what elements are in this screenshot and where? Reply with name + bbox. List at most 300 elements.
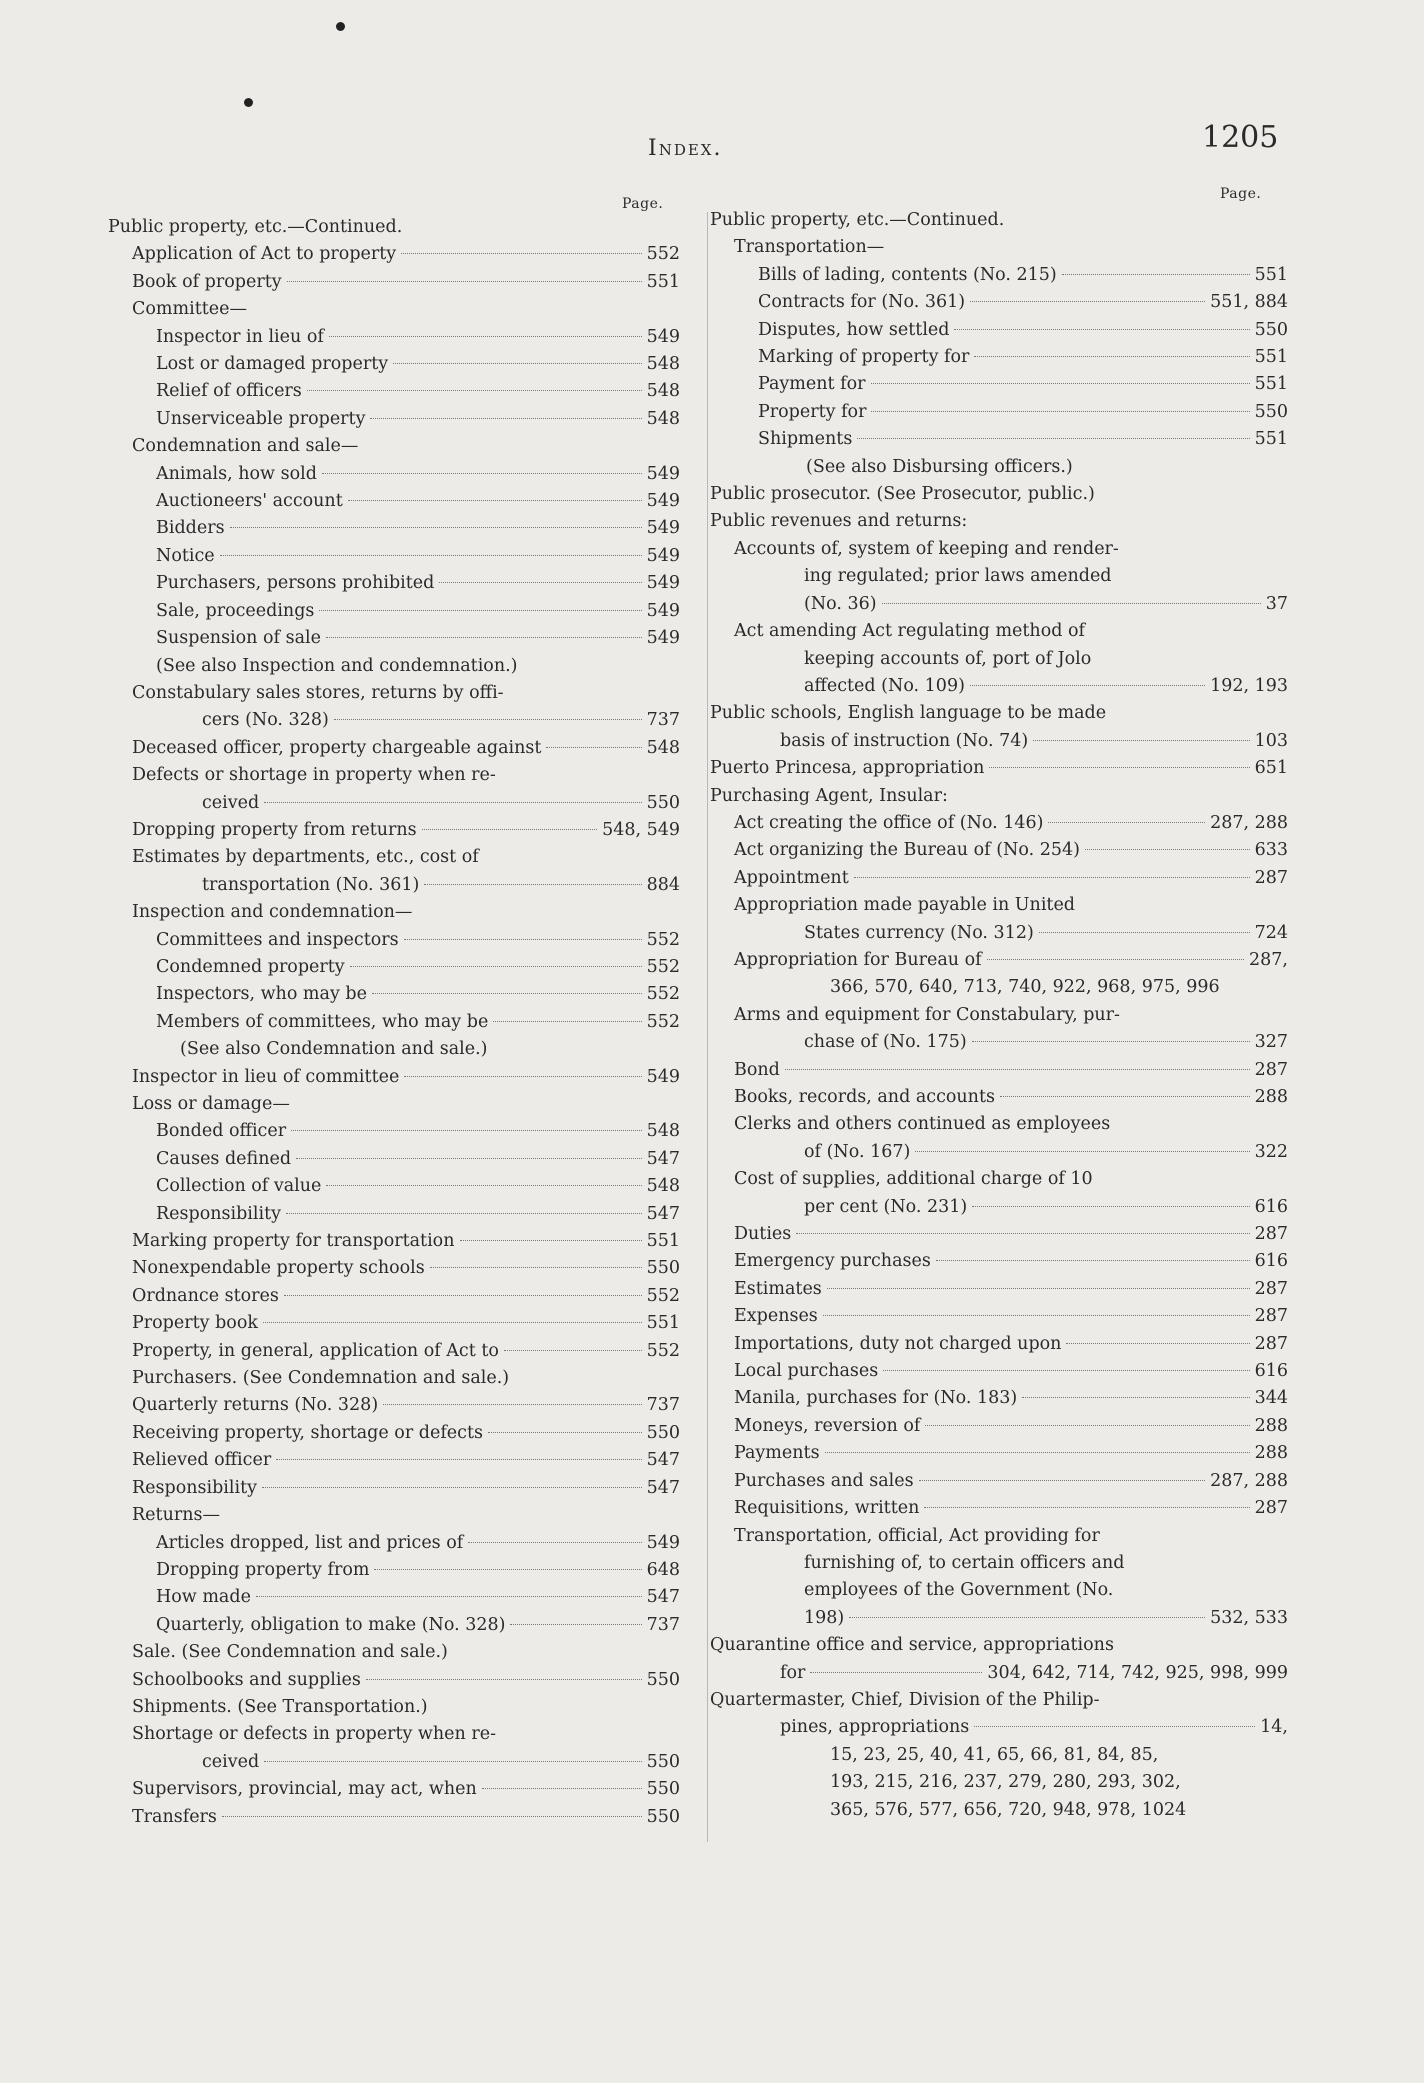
dot-leader xyxy=(372,993,642,994)
entry-page: 322 xyxy=(1254,1141,1288,1162)
entry-text: ceived xyxy=(202,1751,260,1772)
dot-leader xyxy=(468,1542,641,1543)
dot-leader xyxy=(849,1617,1205,1618)
entry-text: Quarterly, obligation to make (No. 328) xyxy=(156,1614,506,1635)
entry-text: Inspector in lieu of xyxy=(156,326,324,347)
index-entry xyxy=(710,1221,1288,1248)
entry-row xyxy=(734,1276,1288,1303)
entry-row xyxy=(734,1605,1288,1632)
index-entry xyxy=(710,317,1288,344)
entry-row xyxy=(132,872,680,899)
entry-row xyxy=(132,241,680,268)
entry-page: 724 xyxy=(1254,922,1288,943)
entry-row xyxy=(132,1310,680,1337)
entry-text: How made xyxy=(156,1587,251,1608)
entry-page: 737 xyxy=(646,1395,680,1416)
entry-row xyxy=(156,981,680,1008)
entry-page: 552 xyxy=(646,1011,680,1032)
entry-page: 648 xyxy=(646,1559,680,1580)
index-heading xyxy=(108,433,680,460)
index-entry xyxy=(108,543,680,570)
index-entry xyxy=(108,625,680,652)
entry-page: 552 xyxy=(646,1340,680,1361)
index-heading xyxy=(710,234,1288,261)
entry-row xyxy=(710,755,1288,782)
index-entry xyxy=(108,1201,680,1228)
dot-leader xyxy=(262,1487,642,1488)
entry-page: 549 xyxy=(646,545,680,566)
entry-text: Duties xyxy=(734,1224,792,1245)
index-entry xyxy=(710,371,1288,398)
entry-row xyxy=(758,262,1288,289)
entry-row xyxy=(156,406,680,433)
entry-text: Schoolbooks and supplies xyxy=(132,1669,361,1690)
entry-page: 549 xyxy=(646,1066,680,1087)
entry-page: 616 xyxy=(1254,1196,1288,1217)
entry-text: Bidders xyxy=(156,518,225,539)
heading-text: Transportation— xyxy=(734,237,885,258)
dot-leader xyxy=(954,329,1249,330)
index-entry xyxy=(710,1413,1288,1440)
entry-text: Moneys, reversion of xyxy=(734,1415,921,1436)
index-entry xyxy=(108,598,680,625)
entry-page: 552 xyxy=(646,1285,680,1306)
entry-page: 550 xyxy=(646,1422,680,1443)
entry-text: Marking property for transportation xyxy=(132,1231,455,1252)
entry-text: Transfers xyxy=(132,1806,217,1827)
entry-row xyxy=(156,1612,680,1639)
index-entry xyxy=(710,1523,1288,1633)
entry-row xyxy=(132,1804,680,1831)
entry-row xyxy=(156,954,680,981)
dot-leader xyxy=(854,877,1250,878)
entry-page: 547 xyxy=(646,1450,680,1471)
entry-text: Estimates xyxy=(734,1278,822,1299)
heading-text: Inspection and condemnation— xyxy=(132,902,413,923)
entry-page: 532, 533 xyxy=(1210,1607,1288,1628)
index-heading xyxy=(108,653,680,680)
entry-row xyxy=(132,1228,680,1255)
entry-text: for xyxy=(780,1662,806,1683)
entry-row xyxy=(710,1660,1288,1687)
index-heading xyxy=(108,899,680,926)
index-entry xyxy=(710,1687,1288,1742)
index-entry xyxy=(710,1084,1288,1111)
entry-row xyxy=(132,1338,680,1365)
entry-page: 737 xyxy=(646,1614,680,1635)
entry-text: Bond xyxy=(734,1059,780,1080)
entry-page: 549 xyxy=(646,326,680,347)
entry-text: affected (No. 109) xyxy=(804,675,965,696)
dot-leader xyxy=(510,1624,641,1625)
entry-text: Local purchases xyxy=(734,1361,879,1382)
dot-leader xyxy=(488,1432,642,1433)
entry-row xyxy=(132,1392,680,1419)
dot-leader xyxy=(1062,274,1250,275)
entry-text: Articles dropped, list and prices of xyxy=(156,1532,464,1553)
entry-row xyxy=(156,1557,680,1584)
entry-text-line: Appropriation made payable in United xyxy=(734,895,1076,916)
dot-leader xyxy=(546,747,641,748)
entry-row xyxy=(734,1495,1288,1522)
dot-leader xyxy=(1085,849,1250,850)
entry-row xyxy=(758,289,1288,316)
index-entry xyxy=(710,1166,1288,1221)
dot-leader xyxy=(220,555,642,556)
dot-leader xyxy=(919,1480,1205,1481)
entry-page: 550 xyxy=(1254,319,1288,340)
entry-row xyxy=(156,1009,680,1036)
entry-page: 14, xyxy=(1260,1717,1288,1738)
index-entry xyxy=(108,351,680,378)
entry-page: 548 xyxy=(646,408,680,429)
entry-text: Marking of property for xyxy=(758,347,970,368)
entry-text: Auctioneers' account xyxy=(156,491,343,512)
entry-text: Lost or damaged property xyxy=(156,354,389,375)
index-entry xyxy=(108,1173,680,1200)
index-entry xyxy=(108,1667,680,1694)
dot-leader xyxy=(393,363,641,364)
entry-row xyxy=(156,1201,680,1228)
heading-text: Committee— xyxy=(132,299,247,320)
column-divider xyxy=(707,212,708,1842)
entry-row xyxy=(132,817,680,844)
dot-leader xyxy=(924,1507,1249,1508)
index-entry xyxy=(108,981,680,1008)
index-entry xyxy=(108,1584,680,1611)
index-entry xyxy=(710,1057,1288,1084)
index-entry xyxy=(108,817,680,844)
index-entry xyxy=(710,1331,1288,1358)
dot-leader xyxy=(972,1206,1249,1207)
index-entry xyxy=(710,700,1288,755)
index-entry xyxy=(108,269,680,296)
entry-text: Dropping property from returns xyxy=(132,819,417,840)
entry-text-line: Act amending Act regulating method of xyxy=(734,621,1086,642)
entry-row xyxy=(132,790,680,817)
entry-row xyxy=(132,1447,680,1474)
dot-leader xyxy=(970,685,1205,686)
entry-text-line: keeping accounts of, port of Jolo xyxy=(804,648,1092,669)
entry-page: 552 xyxy=(646,244,680,265)
index-heading xyxy=(108,1091,680,1118)
entry-text: Committees and inspectors xyxy=(156,929,399,950)
index-entry xyxy=(710,1468,1288,1495)
entry-text: Contracts for (No. 361) xyxy=(758,292,966,313)
entry-text: transportation (No. 361) xyxy=(202,874,420,895)
entry-text: per cent (No. 231) xyxy=(804,1196,968,1217)
dot-leader xyxy=(1033,740,1249,741)
dot-leader xyxy=(264,1761,641,1762)
index-entry xyxy=(108,378,680,405)
entry-text: (No. 36) xyxy=(804,593,877,614)
entry-row xyxy=(132,735,680,762)
dot-leader xyxy=(827,1288,1250,1289)
entry-row xyxy=(156,488,680,515)
entry-row xyxy=(734,1194,1288,1221)
index-entry xyxy=(108,954,680,981)
entry-page: 547 xyxy=(646,1587,680,1608)
entry-row xyxy=(132,707,680,734)
right-column-page-label: Page. xyxy=(1220,186,1262,202)
dot-leader xyxy=(319,610,641,611)
entry-text: Animals, how sold xyxy=(156,463,317,484)
entry-text: Receiving property, shortage or defects xyxy=(132,1422,483,1443)
entry-text: Deceased officer, property chargeable against xyxy=(132,737,542,758)
entry-row xyxy=(156,927,680,954)
dot-leader xyxy=(374,1569,641,1570)
index-entry xyxy=(108,1721,680,1776)
entry-text: Collection of value xyxy=(156,1176,322,1197)
dot-leader xyxy=(287,281,642,282)
entry-row xyxy=(734,591,1288,618)
dot-leader xyxy=(972,1041,1250,1042)
dot-leader xyxy=(1022,1397,1249,1398)
index-entry xyxy=(108,1310,680,1337)
entry-page: 549 xyxy=(646,491,680,512)
entry-text-line: Cost of supplies, additional charge of 10 xyxy=(734,1169,1093,1190)
entry-page: 287 xyxy=(1254,1306,1288,1327)
index-entry xyxy=(108,461,680,488)
entry-row xyxy=(734,1248,1288,1275)
entry-text: ceived xyxy=(202,792,260,813)
entry-page: 651 xyxy=(1254,758,1288,779)
entry-text: Appropriation for Bureau of xyxy=(734,949,982,970)
entry-page: 550 xyxy=(646,1751,680,1772)
entry-text: Purchasers, persons prohibited xyxy=(156,573,435,594)
entry-text: chase of (No. 175) xyxy=(804,1032,967,1053)
entry-row xyxy=(758,317,1288,344)
index-entry xyxy=(108,570,680,597)
dot-leader xyxy=(1039,932,1250,933)
dot-leader xyxy=(401,253,641,254)
entry-text: States currency (No. 312) xyxy=(804,922,1034,943)
entry-text: Puerto Princesa, appropriation xyxy=(710,758,985,779)
entry-text: Importations, duty not charged upon xyxy=(734,1333,1062,1354)
dot-leader xyxy=(504,1350,642,1351)
index-entry xyxy=(108,1146,680,1173)
entry-text: Suspension of sale xyxy=(156,628,321,649)
entry-page: 344 xyxy=(1254,1388,1288,1409)
entry-text: Requisitions, written xyxy=(734,1498,920,1519)
dot-leader xyxy=(1048,822,1205,823)
index-entry xyxy=(108,1255,680,1282)
heading-text: Sale. (See Condemnation and sale.) xyxy=(132,1642,448,1663)
index-heading xyxy=(710,207,1288,234)
entry-page: 548 xyxy=(646,1176,680,1197)
entry-page: 737 xyxy=(646,710,680,731)
index-entry xyxy=(108,1118,680,1145)
dot-leader xyxy=(422,829,597,830)
entry-page: 552 xyxy=(646,929,680,950)
dot-leader xyxy=(222,1816,642,1817)
dot-leader xyxy=(825,1452,1250,1453)
index-entry xyxy=(710,1632,1288,1687)
entry-page: 548 xyxy=(646,381,680,402)
heading-text: Public property, etc.—Continued. xyxy=(710,210,1005,230)
entry-row xyxy=(734,1057,1288,1084)
index-entry xyxy=(108,927,680,954)
index-entry xyxy=(710,1111,1288,1166)
entry-row xyxy=(758,371,1288,398)
entry-row xyxy=(156,378,680,405)
entry-text: Manila, purchases for (No. 183) xyxy=(734,1388,1018,1409)
index-entry xyxy=(108,844,680,899)
dot-leader xyxy=(936,1260,1250,1261)
entry-row xyxy=(132,1255,680,1282)
entry-page: 287, xyxy=(1249,949,1288,970)
dot-leader xyxy=(322,473,642,474)
entry-text-line: Constabulary sales stores, returns by offi- xyxy=(132,682,504,703)
dot-leader xyxy=(493,1021,641,1022)
entry-page: 550 xyxy=(646,792,680,813)
index-entry xyxy=(108,762,680,817)
entry-page: 551 xyxy=(646,1231,680,1252)
entry-row xyxy=(156,461,680,488)
entry-row xyxy=(734,837,1288,864)
index-entry xyxy=(108,515,680,542)
entry-text: pines, appropriations xyxy=(780,1717,970,1738)
entry-row xyxy=(156,570,680,597)
entry-row xyxy=(734,810,1288,837)
index-entry xyxy=(108,1338,680,1365)
entry-page: 549 xyxy=(646,628,680,649)
index-entry xyxy=(710,426,1288,453)
entry-text: Inspector in lieu of committee xyxy=(132,1066,400,1087)
entry-text: Relieved officer xyxy=(132,1450,272,1471)
entry-page: 550 xyxy=(646,1258,680,1279)
entry-page: 551 xyxy=(1254,264,1288,285)
entry-page: 304, 642, 714, 742, 925, 998, 999 xyxy=(987,1662,1288,1683)
left-column-page-label: Page. xyxy=(622,196,664,212)
index-entry xyxy=(710,1303,1288,1330)
entry-page: 633 xyxy=(1254,840,1288,861)
dot-leader xyxy=(256,1596,642,1597)
page-list-continuation: 366, 570, 640, 713, 740, 922, 968, 975, 996 xyxy=(830,977,1220,998)
dot-leader xyxy=(286,1213,642,1214)
entry-row xyxy=(734,865,1288,892)
entry-text: Shipments xyxy=(758,429,853,450)
index-entry xyxy=(108,1530,680,1557)
entry-page: 551, 884 xyxy=(1210,292,1288,313)
index-entry xyxy=(108,680,680,735)
dot-leader xyxy=(326,637,642,638)
dot-leader xyxy=(424,884,641,885)
dot-leader xyxy=(326,1185,641,1186)
entry-text: Payment for xyxy=(758,374,866,395)
entry-page: 551 xyxy=(646,1313,680,1334)
entry-page: 192, 193 xyxy=(1210,675,1288,696)
entry-row xyxy=(734,1385,1288,1412)
heading-text: Public property, etc.—Continued. xyxy=(108,217,403,237)
entry-row xyxy=(156,543,680,570)
index-heading xyxy=(710,508,1288,535)
dot-leader xyxy=(366,1679,642,1680)
dot-leader xyxy=(883,1370,1249,1371)
entry-page: 549 xyxy=(646,573,680,594)
entry-text: Causes defined xyxy=(156,1148,292,1169)
entry-page: 550 xyxy=(646,1669,680,1690)
index-entry xyxy=(710,262,1288,289)
entry-page: 547 xyxy=(646,1203,680,1224)
index-entry xyxy=(108,735,680,762)
entry-row xyxy=(132,1776,680,1803)
heading-text: Public revenues and returns: xyxy=(710,511,968,532)
entry-page: 287, 288 xyxy=(1210,1470,1288,1491)
index-heading xyxy=(108,1694,680,1721)
entry-text-line: Accounts of, system of keeping and render- xyxy=(734,538,1119,559)
index-entry xyxy=(710,810,1288,837)
heading-text: Purchasers. (See Condemnation and sale.) xyxy=(132,1368,510,1389)
index-entry xyxy=(108,1776,680,1803)
heading-text: Public prosecutor. (See Prosecutor, public.) xyxy=(710,484,1095,505)
dot-leader xyxy=(284,1295,642,1296)
index-entry xyxy=(710,755,1288,782)
entry-text: Purchases and sales xyxy=(734,1470,914,1491)
entry-text: Book of property xyxy=(132,271,282,292)
entry-text: Supervisors, provincial, may act, when xyxy=(132,1779,477,1800)
entry-text: Dropping property from xyxy=(156,1559,370,1580)
dot-leader xyxy=(230,527,642,528)
heading-text: Purchasing Agent, Insular: xyxy=(710,785,948,806)
entry-page: 37 xyxy=(1265,593,1288,614)
entry-row xyxy=(156,1173,680,1200)
dot-leader xyxy=(987,959,1244,960)
entry-page: 287 xyxy=(1254,1224,1288,1245)
index-column-left xyxy=(108,214,680,1831)
entry-text-line: Public schools, English language to be made xyxy=(710,703,1107,724)
dot-leader xyxy=(882,603,1261,604)
index-entry xyxy=(710,865,1288,892)
dot-leader xyxy=(439,582,641,583)
page-list-continuation: 365, 576, 577, 656, 720, 948, 978, 1024 xyxy=(830,1799,1187,1820)
entry-row xyxy=(734,1084,1288,1111)
entry-text: Payments xyxy=(734,1443,820,1464)
entry-page: 550 xyxy=(1254,401,1288,422)
entry-text: Emergency purchases xyxy=(734,1251,931,1272)
entry-text-line: Shortage or defects in property when re- xyxy=(132,1724,496,1745)
dot-leader xyxy=(404,939,642,940)
dot-leader xyxy=(915,1151,1249,1152)
entry-page: 884 xyxy=(646,874,680,895)
entry-text: Expenses xyxy=(734,1306,818,1327)
dot-leader xyxy=(970,301,1205,302)
entry-page: 547 xyxy=(646,1477,680,1498)
dot-leader xyxy=(785,1069,1250,1070)
entry-page: 551 xyxy=(1254,374,1288,395)
dot-leader xyxy=(460,1240,642,1241)
index-entry xyxy=(108,1228,680,1255)
index-entry xyxy=(710,399,1288,426)
entry-page: 549 xyxy=(646,518,680,539)
index-entry xyxy=(108,406,680,433)
page-list-continuation: 193, 215, 216, 237, 279, 280, 293, 302, xyxy=(830,1772,1181,1793)
entry-row xyxy=(156,1530,680,1557)
entry-row xyxy=(734,1440,1288,1467)
dot-leader xyxy=(296,1158,642,1159)
entry-row xyxy=(156,625,680,652)
heading-text: (See also Inspection and condemnation.) xyxy=(156,655,518,676)
entry-page: 548, 549 xyxy=(602,819,680,840)
entry-row xyxy=(734,1221,1288,1248)
entry-row xyxy=(734,1303,1288,1330)
entry-text: Bills of lading, contents (No. 215) xyxy=(758,264,1057,285)
entry-row xyxy=(132,1064,680,1091)
entry-text: Relief of officers xyxy=(156,381,302,402)
index-entry xyxy=(710,1002,1288,1057)
entry-text: Application of Act to property xyxy=(132,244,397,265)
entry-text-line: Clerks and others continued as employees xyxy=(734,1114,1111,1135)
